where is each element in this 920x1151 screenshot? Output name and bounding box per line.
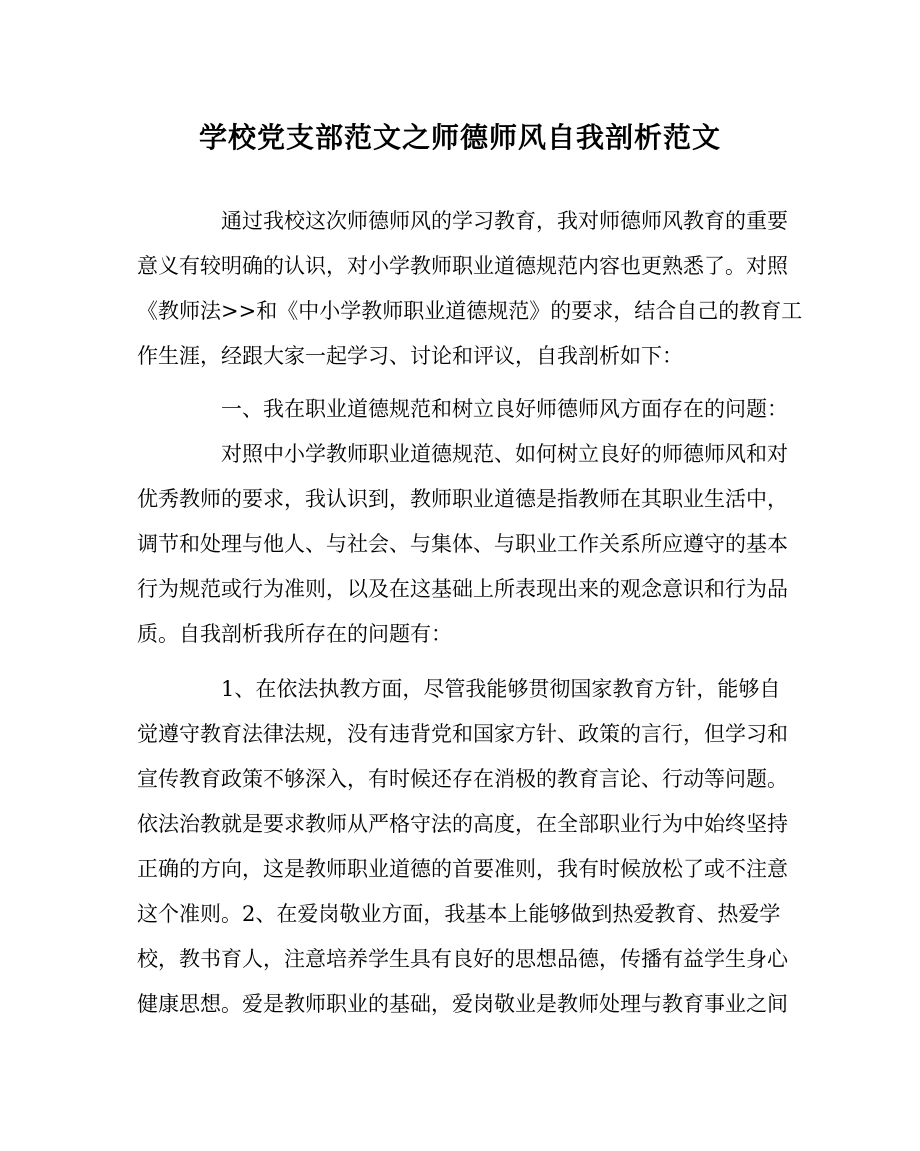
text-line: 正确的方向，这是教师职业道德的首要准则，我有时候放松了或不注意 <box>137 857 788 881</box>
text-line: 优秀教师的要求，我认识到，教师职业道德是指教师在其职业生活中， <box>137 487 788 511</box>
text-line: 一、我在职业道德规范和树立良好师德师风方面存在的问题： <box>137 397 788 421</box>
text-line: 健康思想。爱是教师职业的基础，爱岗敬业是教师处理与教育事业之间 <box>137 992 788 1016</box>
text-line: 1、在依法执教方面，尽管我能够贯彻国家教育方针，能够自 <box>137 677 781 701</box>
text-line: 校，教书育人，注意培养学生具有良好的思想品德，传播有益学生身心 <box>137 947 788 971</box>
text-line: 质。自我剖析我所存在的问题有： <box>137 622 452 646</box>
text-line: 通过我校这次师德师风的学习教育，我对师德师风教育的重要 <box>137 209 788 233</box>
text-line: 依法治教就是要求教师从严格守法的高度，在全部职业行为中始终坚持 <box>137 812 788 836</box>
text-line: 《教师法>>和《中小学教师职业道德规范》的要求，结合自己的教育工 <box>137 299 803 323</box>
text-line: 意义有较明确的认识，对小学教师职业道德规范内容也更熟悉了。对照 <box>137 254 788 278</box>
text-line: 对照中小学教师职业道德规范、如何树立良好的师德师风和对 <box>137 442 788 466</box>
text-line: 调节和处理与他人、与社会、与集体、与职业工作关系所应遵守的基本 <box>137 532 788 556</box>
text-line: 这个准则。2、在爱岗敬业方面，我基本上能够做到热爱教育、热爱学 <box>137 902 781 926</box>
text-line: 行为规范或行为准则，以及在这基础上所表现出来的观念意识和行为品 <box>137 577 788 601</box>
text-line: 觉遵守教育法律法规，没有违背党和国家方针、政策的言行，但学习和 <box>137 722 788 746</box>
text-line: 宣传教育政策不够深入，有时候还存在消极的教育言论、行动等问题。 <box>137 767 788 791</box>
text-line: 作生涯，经跟大家一起学习、讨论和评议，自我剖析如下： <box>137 344 683 368</box>
document-title: 学校党支部范文之师德师风自我剖析范文 <box>198 121 721 154</box>
